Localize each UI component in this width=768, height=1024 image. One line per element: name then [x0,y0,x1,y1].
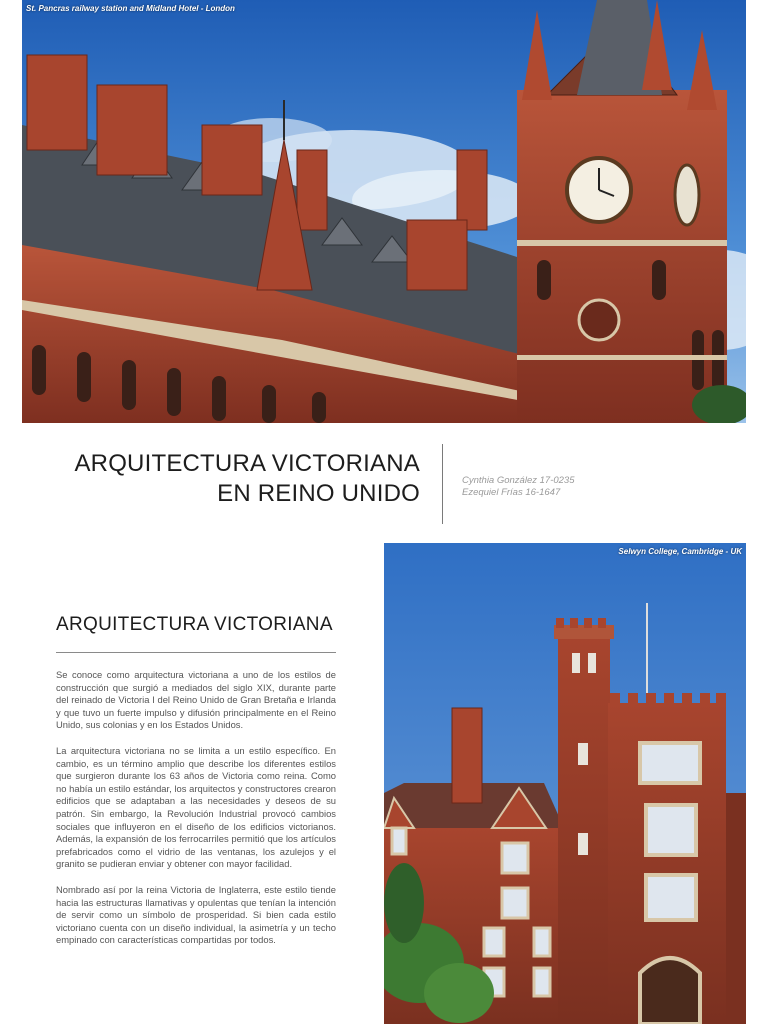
vertical-divider [442,444,443,524]
hero-photo-st-pancras [22,0,746,423]
photo-selwyn-college [384,543,746,1024]
paragraph-3: Nombrado así por la reina Victoria de Inglaterra, este estilo tiende hacia las estructuras llamativas y opulentas que tenían la intención de servir como un símbolo de prosperidad. Si bien cada estilo victoriano cuenta con un diseño individual, la asimetría y un techo empinado con características compartidas por todos. [56,883,336,946]
authors-block [462,475,575,499]
section-body [56,669,336,960]
hero-caption: St. Pancras railway station and Midland Hotel - London [26,4,235,13]
paragraph-2: La arquitectura victoriana no se limita a un estilo específico. En cambio, es un término amplio que describe los diferentes estilos que surgieron durante los 63 años de Victoria como reina. Como no había un estilo estándar, los arquitectos y constructores crearon edificios que se adaptaban a las necesidades y deseos de su patrón. Sin embargo, la Revolución Industrial provocó cambios sociales que influyeron en el diseño de los edificios victorianos. Además, la expansión de los ferrocarriles permitió que los artículos prefabricados como el vidrio de las ventanas, los azulejos y el granito se pudieran enviar y obtener con mayor facilidad. [56,744,336,870]
page-title-line-2: EN REINO UNIDO [217,480,420,507]
selwyn-college-illustration [384,543,746,1024]
section-divider [56,652,336,653]
author-2: Ezequiel Frías 16-1647 [462,487,561,498]
paragraph-1: Se conoce como arquitectura victoriana a uno de los estilos de construcción que surgió a mediados del siglo XIX, durante parte del reinado de Victoria I del Reino Unido de Gran Bretaña e Irlanda y que tuvo un fuerte impulso y difusión principalmente en el Reino Unido, sus colonias y en los Estados Unidos. [56,669,336,731]
author-1: Cynthia González 17-0235 [462,475,575,486]
st-pancras-illustration [22,0,746,423]
page-title [22,449,420,509]
page-title-line-1: ARQUITECTURA VICTORIANA [74,450,420,477]
section-heading: ARQUITECTURA VICTORIANA [56,614,333,635]
photo2-caption: Selwyn College, Cambridge - UK [618,547,742,556]
